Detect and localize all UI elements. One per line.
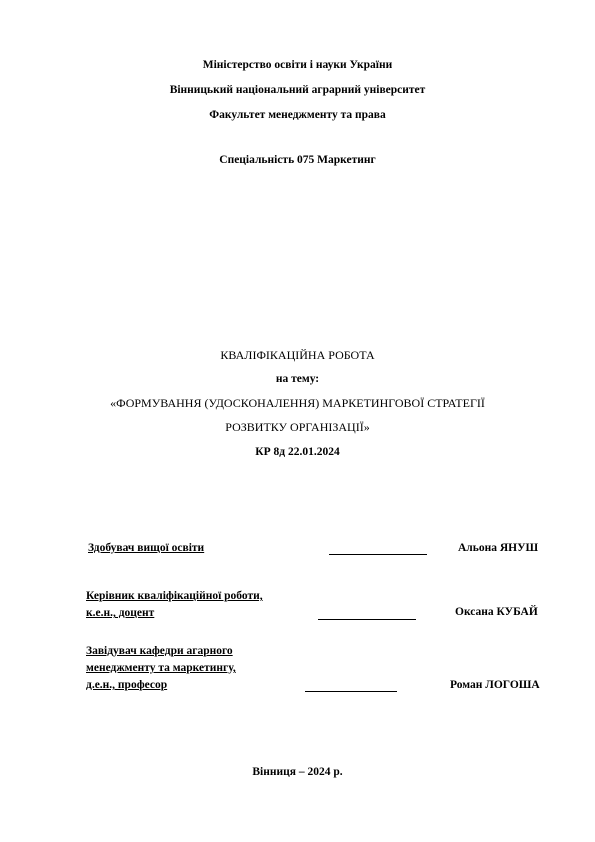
- topic-line-2: РОЗВИТКУ ОРГАНІЗАЦІЇ»: [225, 420, 370, 434]
- head-signature-line: [305, 691, 397, 692]
- work-type-title: КВАЛІФІКАЦІЙНА РОБОТА: [220, 348, 375, 362]
- specialty-heading: Спеціальність 075 Маркетинг: [219, 154, 376, 166]
- topic-line-1: «ФОРМУВАННЯ (УДОСКОНАЛЕННЯ) МАРКЕТИНГОВОЇ СТРАТЕГІЇ: [110, 396, 485, 410]
- student-signature-line: [329, 554, 427, 555]
- head-role-line-3: д.е.н., професор: [86, 679, 168, 691]
- supervisor-role-line-2: к.е.н., доцент: [86, 607, 155, 619]
- supervisor-name: Оксана КУБАЙ: [455, 606, 538, 618]
- work-code: КР 8д 22.01.2024: [255, 446, 340, 458]
- on-topic-label: на тему:: [275, 373, 320, 385]
- faculty-heading: Факультет менеджменту та права: [209, 109, 386, 121]
- university-heading: Вінницький національний аграрний університет: [169, 84, 426, 96]
- student-name: Альона ЯНУШ: [458, 542, 539, 554]
- student-role-label: Здобувач вищої освіти: [88, 542, 205, 554]
- supervisor-signature-line: [318, 619, 416, 620]
- head-role-line-2: менеджменту та маркетингу,: [86, 662, 236, 674]
- ministry-heading: Міністерство освіти і науки України: [202, 59, 393, 71]
- supervisor-role-line-1: Керівник кваліфікаційної роботи,: [86, 590, 263, 602]
- place-year-footer: Вінниця – 2024 р.: [252, 766, 343, 778]
- head-role-line-1: Завідувач кафедри агарного: [86, 645, 233, 657]
- head-name: Роман ЛОГОША: [450, 679, 540, 691]
